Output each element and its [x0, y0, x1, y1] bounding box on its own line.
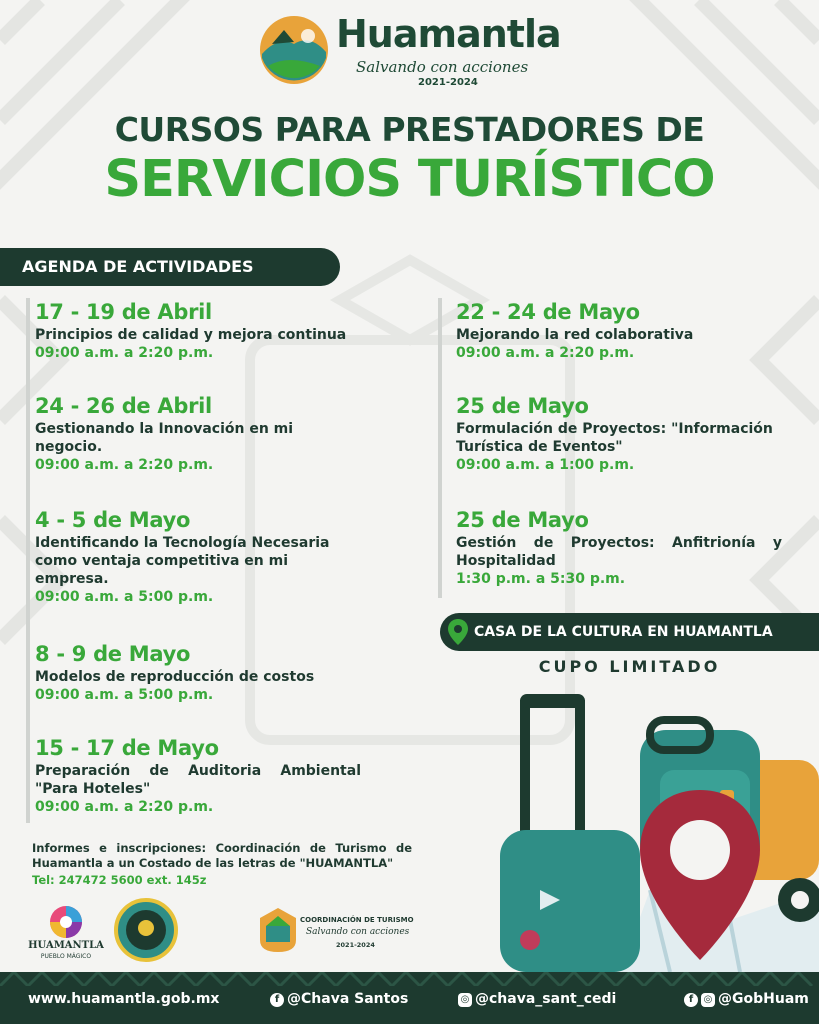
footer-instagram-handle: @chava_sant_cedi — [475, 991, 617, 1007]
travel-luggage-illustration — [470, 690, 819, 972]
footer-gob-link[interactable] — [684, 991, 809, 1007]
agenda-item — [456, 394, 786, 474]
brand-years: 2021-2024 — [418, 77, 478, 88]
coordinacion-title: COORDINACIÓN DE TURISMO — [300, 916, 414, 924]
agenda-item-date: 22 - 24 de Mayo — [456, 300, 640, 324]
agenda-item-desc: Modelos de reproducción de costos — [35, 669, 315, 685]
brand-name: Huamantla — [336, 12, 561, 56]
phone-number: Tel: 247472 5600 ext. 145z — [32, 873, 207, 887]
left-column-rule — [26, 298, 30, 823]
agenda-item-time: 09:00 a.m. a 5:00 p.m. — [35, 589, 214, 605]
instagram-icon: ◎ — [701, 993, 715, 1007]
agenda-item-desc: Formulación de Proyectos: "Información Turística de Eventos" — [456, 421, 773, 455]
agenda-item-time: 09:00 a.m. a 2:20 p.m. — [35, 799, 214, 815]
agenda-item-time: 09:00 a.m. a 2:20 p.m. — [35, 457, 214, 473]
agenda-item — [35, 736, 361, 816]
agenda-item-desc: Gestión de Proyectos: Anfitrionía y Hospitalidad — [456, 535, 782, 569]
coordinacion-years: 2021-2024 — [336, 941, 375, 949]
agenda-item — [456, 300, 786, 362]
agenda-item-date: 15 - 17 de Mayo — [35, 736, 219, 760]
agenda-item-time: 09:00 a.m. a 2:20 p.m. — [456, 345, 635, 361]
pueblo-magico-subtitle: PUEBLO MÁGICO — [40, 953, 92, 960]
agenda-banner: AGENDA DE ACTIVIDADES — [0, 248, 340, 286]
agenda-item-desc: Identificando la Tecnología Necesaria como ventaja competitiva en mi empresa. — [35, 535, 330, 587]
huamantla-logo-icon — [258, 14, 330, 86]
agenda-item — [35, 642, 365, 704]
footer-facebook-link[interactable] — [270, 991, 408, 1007]
location-banner: CASA DE LA CULTURA EN HUAMANTLA — [440, 613, 819, 651]
agenda-item-desc: Gestionando la Innovación en mi negocio. — [35, 421, 294, 455]
agenda-item-time: 09:00 a.m. a 5:00 p.m. — [35, 687, 214, 703]
footer-instagram-link[interactable] — [458, 991, 616, 1007]
facebook-icon: f — [270, 993, 284, 1007]
agenda-item-date: 4 - 5 de Mayo — [35, 508, 191, 532]
agenda-item — [35, 394, 335, 474]
agenda-item-time: 1:30 p.m. a 5:30 p.m. — [456, 571, 626, 587]
agenda-item-time: 09:00 a.m. a 2:20 p.m. — [35, 345, 214, 361]
agenda-item-date: 17 - 19 de Abril — [35, 300, 212, 324]
agenda-item — [35, 508, 355, 606]
cupo-limitado-label: CUPO LIMITADO — [538, 657, 721, 676]
guinness-record-badge-icon — [114, 898, 178, 962]
page-title-line1: CURSOS PARA PRESTADORES DE — [114, 110, 705, 149]
agenda-item — [35, 300, 365, 362]
footer-pattern — [0, 972, 819, 986]
agenda-item-desc: Mejorando la red colaborativa — [456, 327, 694, 343]
agenda-item-date: 8 - 9 de Mayo — [35, 642, 191, 666]
facebook-icon: f — [684, 993, 698, 1007]
coordinacion-turismo-logo-icon — [258, 906, 298, 954]
footer-facebook-handle: @Chava Santos — [287, 991, 409, 1007]
coordinacion-slogan: Salvando con acciones — [306, 927, 410, 937]
agenda-item-date: 25 de Mayo — [456, 394, 589, 418]
right-column-rule — [438, 298, 442, 598]
brand-slogan: Salvando con acciones — [356, 58, 529, 76]
info-text: Informes e inscripciones: Coordinación de Turismo de Huamantla a un Costado de las letras de "HUAMANTLA" — [32, 841, 412, 870]
pueblo-magico-name: HUAMANTLA — [28, 940, 104, 951]
pueblo-magico-logo-icon — [48, 904, 84, 940]
agenda-item-desc: Principios de calidad y mejora continua — [35, 327, 347, 343]
agenda-item-date: 24 - 26 de Abril — [35, 394, 212, 418]
agenda-item-date: 25 de Mayo — [456, 508, 589, 532]
footer-website-link[interactable]: www.huamantla.gob.mx — [28, 991, 220, 1007]
agenda-item-desc: Preparación de Auditoria Ambiental "Para Hoteles" — [35, 763, 361, 797]
location-pin-icon — [448, 619, 468, 645]
page-title-line2: SERVICIOS TURÍSTICO — [104, 150, 715, 209]
footer-gob-handle: @GobHuam — [718, 991, 809, 1007]
agenda-item — [456, 508, 782, 588]
instagram-icon: ◎ — [458, 993, 472, 1007]
agenda-item-time: 09:00 a.m. a 1:00 p.m. — [456, 457, 635, 473]
